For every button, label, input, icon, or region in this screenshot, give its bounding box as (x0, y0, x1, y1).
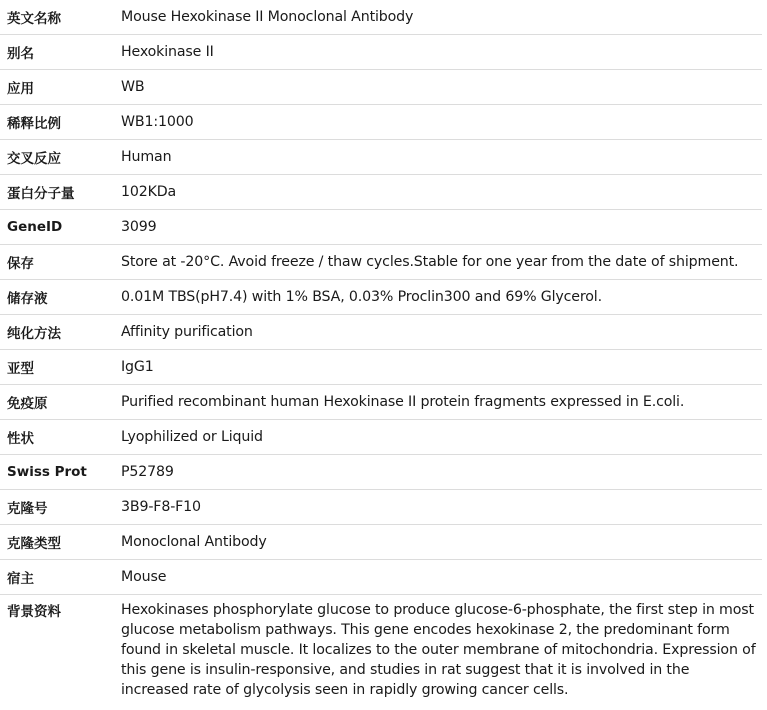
row-value: Store at -20°C. Avoid freeze / thaw cycles.Stable for one year from the date of shipment. (121, 254, 739, 270)
row-clone-number (0, 490, 762, 525)
row-value: Mouse Hexokinase II Monoclonal Antibody (121, 9, 414, 25)
row-label: 宿主 (7, 571, 34, 587)
row-label: 纯化方法 (7, 326, 61, 342)
row-value: Purified recombinant human Hexokinase II protein fragments expressed in E.coli. (121, 394, 685, 410)
row-host (0, 560, 762, 595)
row-background (0, 595, 762, 700)
row-label: 亚型 (7, 361, 34, 377)
row-value: WB (121, 79, 145, 95)
row-label: 储存液 (7, 291, 48, 307)
row-molecular-weight (0, 175, 762, 210)
row-label: 免疫原 (7, 396, 48, 412)
row-gene-id (0, 210, 762, 245)
row-label: 背景资料 (7, 604, 61, 620)
row-value: Affinity purification (121, 324, 253, 340)
row-value: Hexokinase II (121, 44, 214, 60)
row-value: 3099 (121, 219, 157, 235)
row-value: WB1:1000 (121, 114, 194, 130)
row-purification (0, 315, 762, 350)
row-label: 性状 (7, 431, 34, 447)
row-isotype (0, 350, 762, 385)
row-immunogen (0, 385, 762, 420)
row-value: P52789 (121, 464, 174, 480)
row-value: Monoclonal Antibody (121, 534, 267, 550)
row-label: 交叉反应 (7, 151, 61, 167)
row-application (0, 70, 762, 105)
row-label: 蛋白分子量 (7, 186, 75, 202)
row-label: 稀释比例 (7, 116, 61, 132)
row-label: 别名 (7, 46, 34, 62)
row-label: 保存 (7, 256, 34, 272)
row-value: Lyophilized or Liquid (121, 429, 263, 445)
row-storage (0, 245, 762, 280)
row-value: Hexokinases phosphorylate glucose to produce glucose-6-phosphate, the first step in most glucose metabolism pathways. This gene encodes hexokinase 2, the predominant form found in skeletal muscle. It localizes to the outer membrane of mitochondria. Expression of this gene is insulin-responsive, and studies in rat suggest that it is involved in the increased rate of glycolysis seen in rapidly growing cancer cells. (121, 602, 756, 698)
row-value: IgG1 (121, 359, 154, 375)
row-value: Mouse (121, 569, 167, 585)
row-value: 0.01M TBS(pH7.4) with 1% BSA, 0.03% Proclin300 and 69% Glycerol. (121, 289, 602, 305)
row-label: 克隆号 (7, 501, 48, 517)
row-label: Swiss Prot (7, 464, 87, 480)
row-dilution (0, 105, 762, 140)
row-buffer (0, 280, 762, 315)
row-english-name (0, 0, 762, 35)
row-value: 102KDa (121, 184, 177, 200)
row-label: 克隆类型 (7, 536, 61, 552)
row-swiss-prot (0, 455, 762, 490)
row-label: GeneID (7, 219, 63, 235)
row-value: Human (121, 149, 172, 165)
row-clonality (0, 525, 762, 560)
row-cross-reactivity (0, 140, 762, 175)
row-label: 英文名称 (7, 11, 61, 27)
row-label: 应用 (7, 81, 34, 97)
row-form (0, 420, 762, 455)
row-alias (0, 35, 762, 70)
row-value: 3B9-F8-F10 (121, 499, 201, 515)
